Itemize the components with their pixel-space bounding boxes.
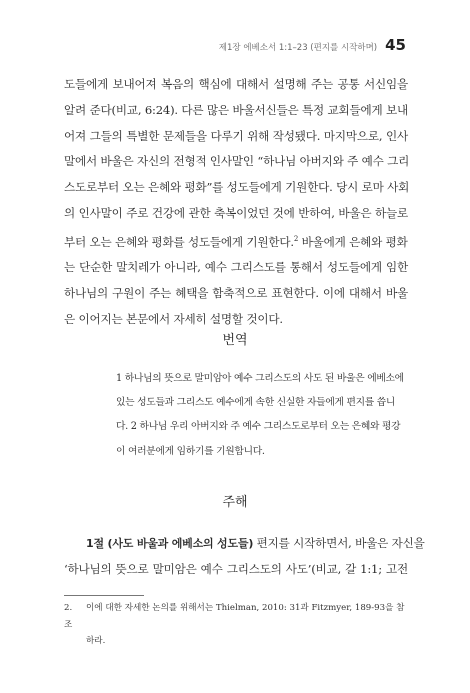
- running-title: 제1장 에베소서 1:1–23 (편지를 시작하며): [218, 43, 378, 53]
- commentary-line: ‘하나님의 뜻으로 말미암은 예수 그리스도의 사도’(비교, 갈 1:1; 고전: [64, 561, 408, 576]
- footnote-line: [64, 600, 408, 633]
- body-line: 하나님의 구원이 주는 혜택을 함축적으로 표현한다. 이에 대해서 바울: [64, 286, 408, 301]
- footnote: [64, 600, 408, 650]
- body-paragraph: [64, 72, 408, 333]
- translation-line: 있는 성도들과 그리스도 예수에게 속한 신실한 자들에게 편지를 씁니: [116, 397, 396, 409]
- translation-line: 다. 2 하나님 우리 아버지와 주 예수 그리스도로부터 오는 은혜와 평강: [116, 421, 401, 433]
- body-line-tail: 바울에게 은혜와 평화: [298, 234, 408, 249]
- translation-line: 이 여러분에게 임하기를 기원합니다.: [116, 445, 265, 457]
- translation-block: [116, 367, 404, 464]
- translation-heading: 번역: [222, 333, 248, 348]
- translation-line: 1 하나님의 뜻으로 말미암아 예수 그리스도의 사도 된 바울은 에베소에: [116, 373, 404, 384]
- footnote-text: 이에 대한 자세한 논의를 위해서는 Thielman, 2010: 31과 Fitzmyer, 189-93을 참조: [64, 603, 405, 630]
- body-line: 도들에게 보내어져 복음의 핵심에 대해서 설명해 주는 공통 서신임을: [64, 77, 408, 91]
- body-line: 알려 준다(비교, 6:24). 다른 많은 바울서신들은 특정 교회들에게 보내: [64, 102, 408, 117]
- body-line: 어져 그들의 특별한 문제들을 다루기 위해 작성됐다. 마지막으로, 인사: [64, 128, 408, 143]
- body-line-with-footnote: [64, 227, 408, 256]
- body-line: 의 인사말이 주로 건강에 관한 축복이었던 것에 반하여, 바울은 하늘로: [64, 205, 408, 220]
- page-number: 45: [385, 36, 406, 54]
- body-line: 말에서 바울은 자신의 전형적 인사말인 “하나님 아버지와 주 예수 그리: [64, 154, 410, 169]
- running-header: [219, 36, 406, 54]
- footnote-reference[interactable]: 2: [293, 234, 299, 243]
- commentary-line: [64, 531, 425, 557]
- body-line: 는 단순한 말치레가 아니라, 예수 그리스도를 통해서 성도들에게 임한: [64, 260, 408, 275]
- body-line: 스도로부터 오는 은혜와 평화”를 성도들에게 기원한다. 당시 로마 사회: [64, 180, 410, 195]
- body-line: 은 이어지는 본문에서 자세히 설명할 것이다.: [64, 312, 283, 327]
- footnote-divider: [64, 595, 144, 596]
- footnote-number: 2.: [64, 603, 73, 613]
- footnote-line: 하라.: [86, 636, 106, 646]
- verse-lead: 1절 (사도 바울과 에베소의 성도들): [86, 537, 254, 550]
- commentary-heading: 주해: [222, 495, 248, 510]
- commentary-text: 편지를 시작하면서, 바울은 자신을: [253, 536, 425, 550]
- body-line-text: 부터 오는 은혜와 평화를 성도들에게 기원한다.: [64, 234, 294, 249]
- commentary-paragraph: [64, 531, 425, 583]
